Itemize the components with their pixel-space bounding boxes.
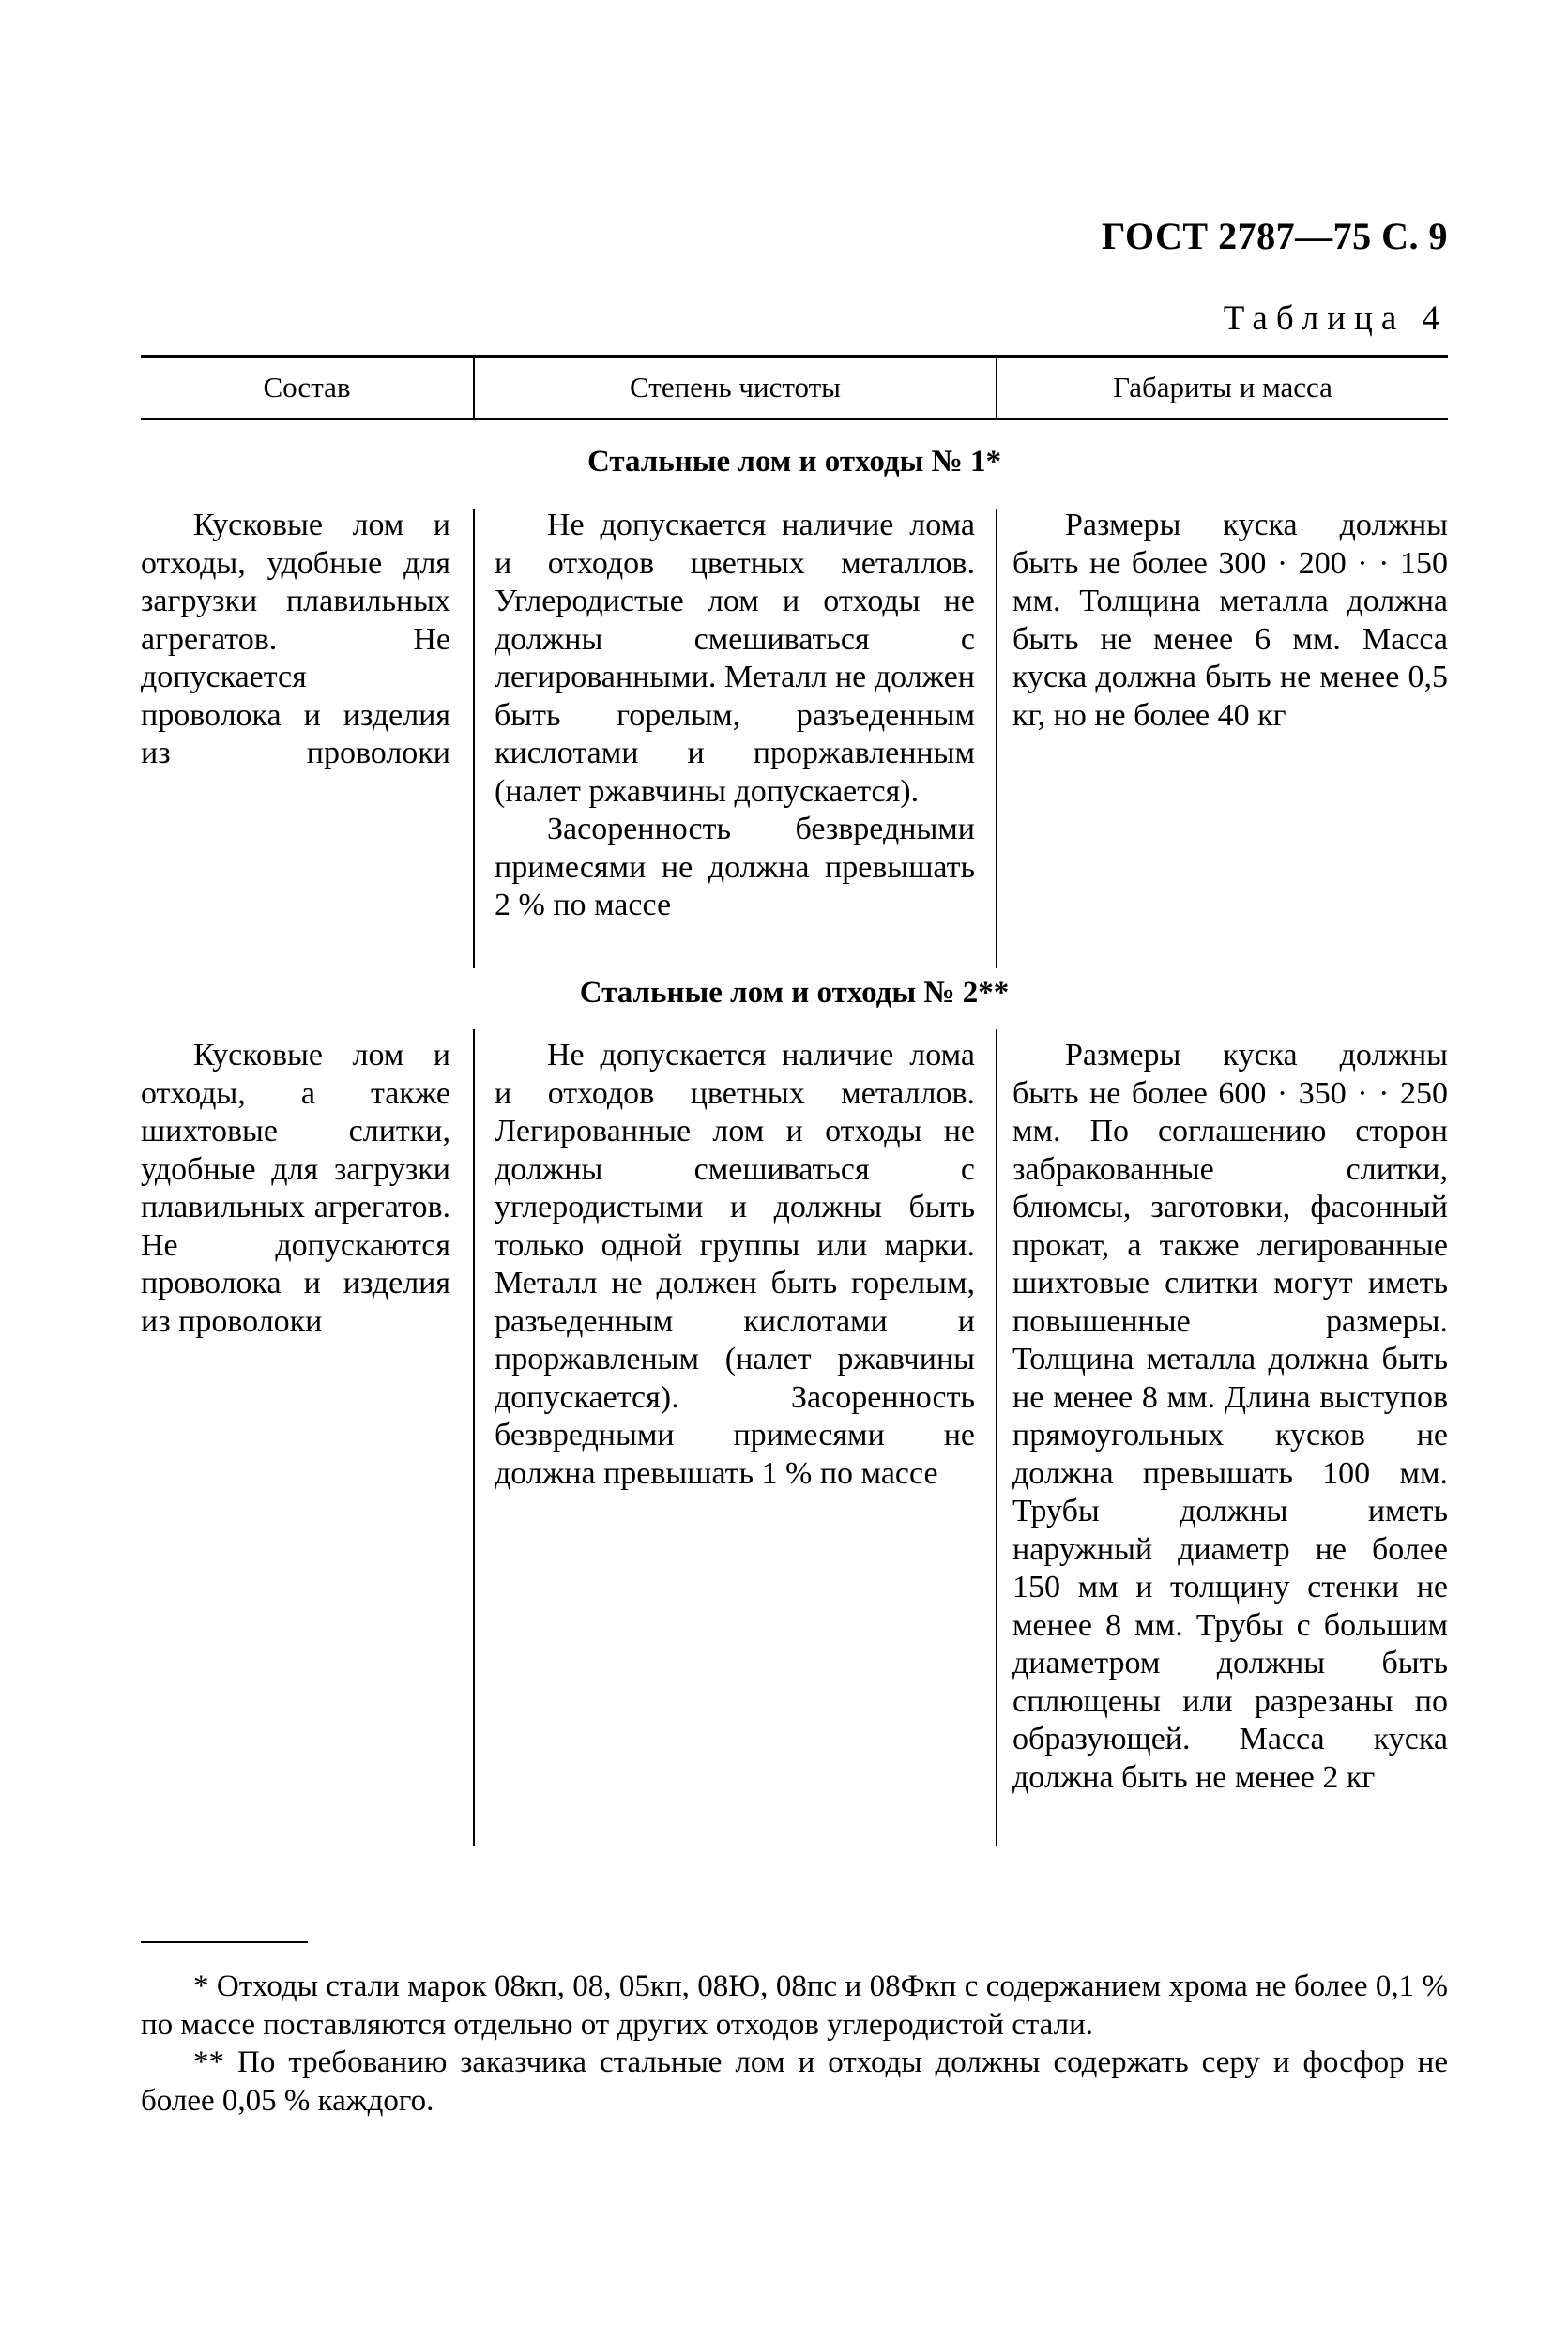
- section-title-scrap-2: Стальные лом и отходы № 2**: [579, 976, 1010, 1010]
- dimensions-text-1: Размеры куска должны быть не более 300 · 200 · · 150 мм. Толщина металла должна быть не менее 6 мм. Масса куска должна быть не менее 0,5 кг, но не более 40 кг: [1012, 508, 1448, 733]
- column-header-purity: Степень чистоты: [630, 371, 841, 403]
- column-header-dimensions: Габариты и масса: [1113, 371, 1332, 403]
- composition-cell-1: [141, 507, 450, 773]
- dimensions-cell-1: [1012, 507, 1448, 735]
- purity-text-1a: Не допускается наличие лома и отходов цветных металлов. Углеродистые лом и отходы не должны смешиваться с легированными. Металл не должен быть горелым, разъеденным кислотами и проржавленным (налет ржавчины допускается).: [495, 508, 975, 809]
- section-title-scrap-1: Стальные лом и отходы № 1*: [586, 445, 1001, 479]
- row1-divider-2: [996, 509, 997, 968]
- dimensions-cell-2: [1012, 1037, 1448, 1797]
- composition-cell-2: [141, 1037, 450, 1341]
- dimensions-text-2: Размеры куска должны быть не более 600 · 350 · · 250 мм. По соглашению сторон забракованные слитки, блюмсы, заготовки, фасонный прокат, а также легированные шихтовые слитки могут иметь повышенные размеры. Толщина металла должна быть не менее 8 мм. Длина выступов прямоугольных кусков не должна превышать 100 мм. Трубы должны иметь наружный диаметр не более 150 мм и толщину стенки не менее 8 мм. Трубы с большим диаметром должны быть сплющены или разрезаны по образующей. Масса куска должна быть не менее 2 кг: [1012, 1038, 1448, 1795]
- purity-cell-2: [495, 1037, 975, 1493]
- purity-text-2: Не допускается наличие лома и отходов цветных металлов. Легированные лом и отходы не должны смешиваться с углеродистыми и должны быть только одной группы или марки. Металл не должен быть горелым, разъеденным кислотами и проржавленым (налет ржавчины допускается). Засоренность безвредными примесями не должна превышать 1 % по массе: [495, 1038, 975, 1491]
- composition-text-1: Кусковые лом и отходы, удобные для загрузки плавильных агрегатов. Не допускается проволока и изделия из проволоки: [141, 508, 450, 770]
- column-header-composition: Состав: [263, 371, 351, 403]
- header-bottom-rule: [141, 418, 1448, 420]
- header-divider-1: [473, 357, 475, 418]
- footnotes: [141, 1968, 1448, 2120]
- row2-divider-1: [473, 1029, 475, 1846]
- composition-text-2: Кусковые лом и отходы, а также шихтовые слитки, удобные для загрузки плавильных агрегатов. Не допускаются проволока и изделия из проволоки: [141, 1038, 450, 1339]
- purity-cell-1: [495, 507, 975, 925]
- row1-divider-1: [473, 509, 475, 968]
- footnote-1: * Отходы стали марок 08кп, 08, 05кп, 08Ю, 08пс и 08Фкп с содержанием хрома не более 0,1 % по массе поставляются отдельно от других отходов углеродистой стали.: [141, 1969, 1448, 2042]
- table-top-rule: [141, 355, 1448, 358]
- purity-text-1b: Засоренность безвредными примесями не должна превышать 2 % по массе: [495, 812, 975, 922]
- footnote-2: ** По требованию заказчика стальные лом и отходы должны содержать серу и фосфор не более 0,05 % каждого.: [141, 2045, 1448, 2118]
- footnote-separator: [141, 1941, 308, 1943]
- table-label: Таблица 4: [1223, 299, 1448, 338]
- row2-divider-2: [996, 1029, 997, 1846]
- header-divider-2: [996, 357, 997, 418]
- page-header: ГОСТ 2787—75 С. 9: [1101, 215, 1448, 257]
